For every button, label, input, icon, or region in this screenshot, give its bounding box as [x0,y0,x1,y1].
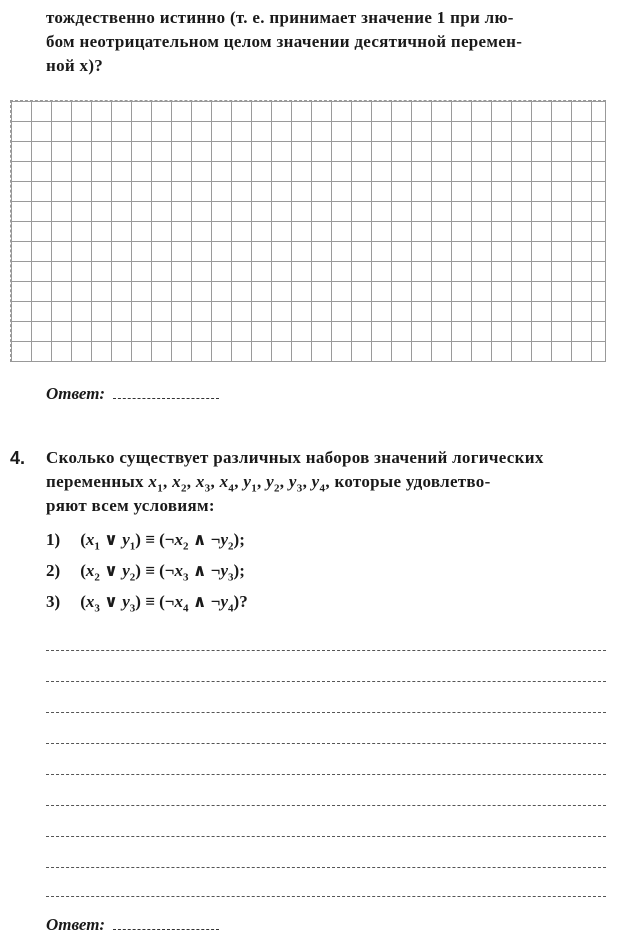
intro-line-1: тождественно истинно (т. е. принимает значение 1 при лю- [46,8,514,27]
condition-3-formula: ($x_3$ ∨ $y_3$) ≡ ($\neg x_4$ ∧ $\neg y_4$)? [80,592,248,615]
answer-row-2 [46,915,219,935]
condition-1-formula: ($x_1$ ∨ $y_1$) ≡ ($\neg x_2$ ∧ $\neg y_2$); [80,530,245,553]
condition-1-number: 1) [46,530,61,549]
answer-row-1 [46,384,219,404]
writing-line[interactable] [46,805,606,806]
question-line-3: ряют всем условиям: [46,496,215,515]
work-grid[interactable] [10,100,606,362]
intro-line-2: бом неотрицательном целом значении десятичной перемен- [46,32,523,51]
condition-2-formula: ($x_2$ ∨ $y_2$) ≡ ($\neg x_3$ ∧ $\neg y_3$); [80,561,245,584]
question-line-2 [46,472,606,494]
writing-line[interactable] [46,681,606,682]
writing-line[interactable] [46,836,606,837]
condition-1 [46,530,245,552]
writing-line[interactable] [46,712,606,713]
writing-line[interactable] [46,896,606,897]
writing-line[interactable] [46,774,606,775]
question-line-1: Сколько существует различных наборов значений логических [46,448,544,467]
variables-list: $x_1$, $x_2$, $x_3$, $x_4$, $y_1$, $y_2$, $y_3$, $y_4$ [148,472,326,495]
condition-2 [46,561,245,583]
writing-line[interactable] [46,743,606,744]
condition-2-number: 2) [46,561,61,580]
answer-blank-1[interactable] [113,384,219,399]
question-line-2-suffix: , которые удовлетво- [325,472,491,491]
intro-line-3 [46,56,606,76]
question-line-2-prefix: переменных [46,472,144,491]
condition-3-number: 3) [46,592,61,611]
answer-label: Ответ: [46,915,106,934]
answer-label: Ответ: [46,384,106,403]
writing-line[interactable] [46,867,606,868]
writing-line[interactable] [46,650,606,651]
intro-line-3-text: ной x)? [46,56,104,75]
question-number: 4. [10,448,26,468]
condition-3 [46,592,248,614]
answer-blank-2[interactable] [113,915,219,930]
